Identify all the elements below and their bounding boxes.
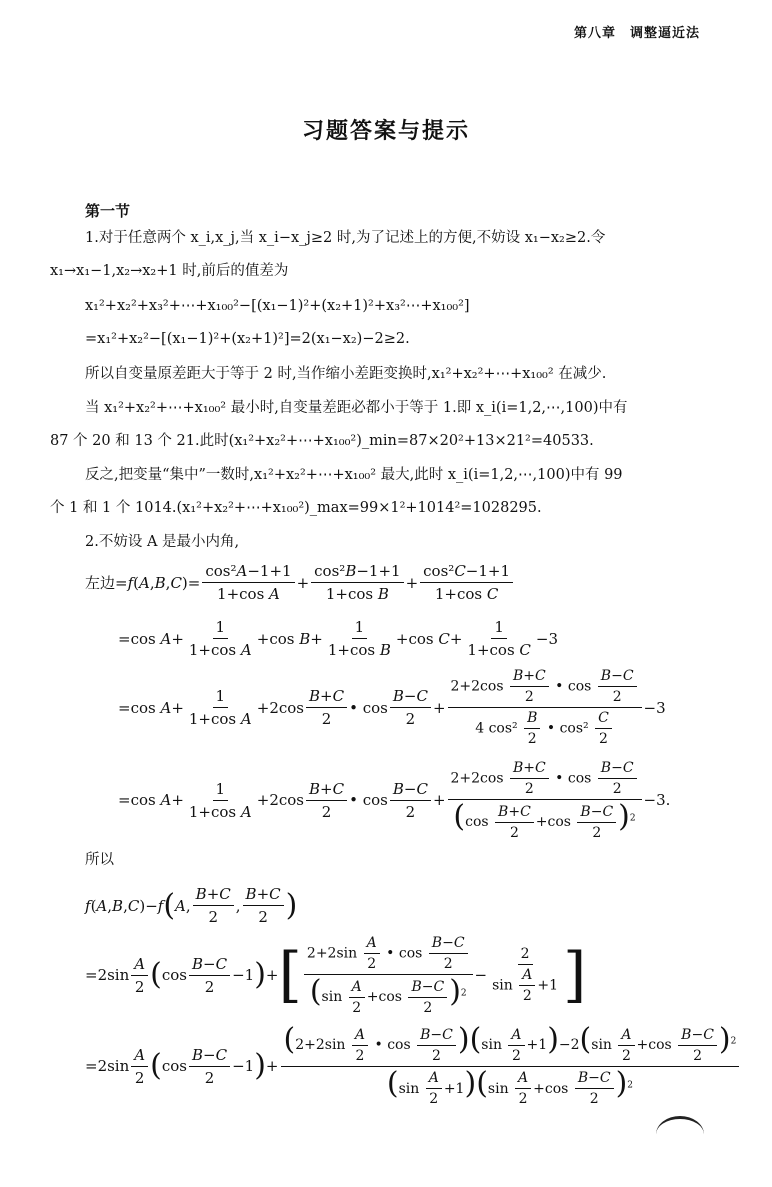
- equation-9: =2sin $\frac{A}{2}$ ( cos $\frac{B-C}{2}$ −1 ) + (2+2sin $\frac{A}{2}$ • cos $\frac{B-C}{2}$ )(sin $\frac{A}{2}$ +1)−2(sin $\frac{A}{2}$ +cos $\frac{B-C}{2}$ )$^2$ (sin $\frac{A}{2}$ +1)(sin $\frac{A}{2}$ +cos $\frac{B-C}{2}$ )$^2$: [85, 1025, 741, 1107]
- chapter-header: 第八章 调整逼近法: [573, 26, 700, 41]
- equation-3: 左边=f(A,B,C)= $\frac{\text{cos²A−1+1}}{\text{1+cos A}}$ + $\frac{\text{cos²B−1+1}}{\text{1+cos B}}$ + $\frac{\text{cos²C−1+1}}{\text{1+cos C}}$: [85, 562, 515, 603]
- paragraph-3a: 当 x₁²+x₂²+⋯+x₁₀₀² 最小时,自变量差距必都小于等于 1.即 x_i(i=1,2,⋯,100)中有: [85, 400, 628, 416]
- equation-1: x₁²+x₂²+x₃²+⋯+x₁₀₀²−[(x₁−1)²+(x₂+1)²+x₃²⋯+x₁₀₀²]: [85, 298, 470, 314]
- equation-5: =cos A+ $\frac{1}{\text{1+cos A}}$ +2cos $\frac{B+C}{2}$ • cos $\frac{B-C}{2}$ + 2+2cos $\frac{B+C}{2}$ • cos $\frac{B-C}{2}$ 4 cos² $\frac{B}{2}$ • cos² $\frac{C}{2}$ −3: [118, 668, 666, 747]
- paragraph-1a: 1.对于任意两个 x_i,x_j,当 x_i−x_j≥2 时,为了记述上的方便,不妨设 x₁−x₂≥2.令: [85, 230, 606, 246]
- equation-6: =cos A+ $\frac{1}{\text{1+cos A}}$ +2cos $\frac{B+C}{2}$ • cos $\frac{B-C}{2}$ + 2+2cos $\frac{B+C}{2}$ • cos $\frac{B-C}{2}$ (cos $\frac{B+C}{2}$ +cos $\frac{B-C}{2}$ )$^2$ −3.: [118, 760, 671, 841]
- paragraph-2: 所以自变量原差距大于等于 2 时,当作缩小差距变换时,x₁²+x₂²+⋯+x₁₀₀² 在减少.: [85, 366, 607, 382]
- equation-8: =2sin $\frac{A}{2}$ ( cos $\frac{B-C}{2}$ −1 ) + [ 2+2sin $\frac{A}{2}$ • cos $\frac{B-C}{2}$ (sin $\frac{A}{2}$ +cos $\frac{B-C}{2}$ )$^2$ − 2 sin $\frac{A}{2}$ +1 ]: [85, 935, 587, 1016]
- paragraph-4a: 反之,把变量“集中”一数时,x₁²+x₂²+⋯+x₁₀₀² 最大,此时 x_i(i=1,2,⋯,100)中有 99: [85, 467, 623, 483]
- equation-2: =x₁²+x₂²−[(x₁−1)²+(x₂+1)²]=2(x₁−x₂)−2≥2.: [85, 331, 410, 347]
- paragraph-6: 所以: [85, 852, 114, 868]
- page-title: 习题答案与提示: [301, 119, 470, 144]
- paragraph-1b: x₁→x₁−1,x₂→x₂+1 时,前后的值差为: [50, 263, 289, 279]
- page-curl-decoration: [656, 1116, 704, 1153]
- section-title: 第一节: [85, 202, 131, 220]
- paragraph-5: 2.不妨设 A 是最小内角,: [85, 534, 240, 550]
- paragraph-3b: 87 个 20 和 13 个 21.此时(x₁²+x₂²+⋯+x₁₀₀²)_min=87×20²+13×21²=40533.: [50, 433, 594, 449]
- equation-7: f(A,B,C)−f ( A , $\frac{B+C}{2}$ , $\frac{B+C}{2}$ ): [85, 885, 298, 926]
- equation-4: =cos A+ $\frac{1}{\text{1+cos A}}$ +cos B+ $\frac{1}{\text{1+cos B}}$ +cos C+ $\frac{1}{\text{1+cos C}}$ −3: [118, 618, 559, 659]
- paragraph-4b: 个 1 和 1 个 1014.(x₁²+x₂²+⋯+x₁₀₀²)_max=99×1²+1014²=1028295.: [50, 500, 542, 516]
